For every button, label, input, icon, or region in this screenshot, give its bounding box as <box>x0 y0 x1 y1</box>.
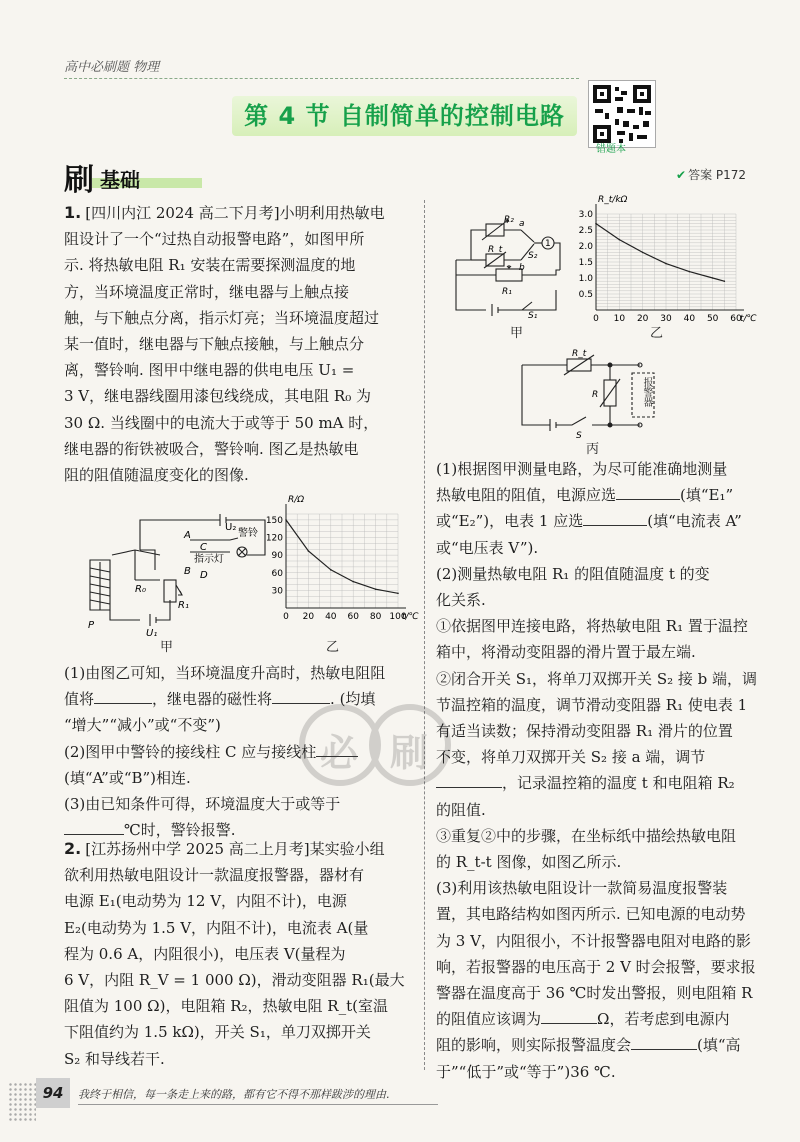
q2-chart <box>566 195 766 328</box>
qr-code-icon[interactable] <box>588 80 656 148</box>
label-s: S <box>576 431 582 441</box>
x-tick-label: 0 <box>283 612 289 622</box>
x-tick-label: 0 <box>593 314 599 324</box>
alarm-label: 报警器 <box>641 377 652 407</box>
label-u2: U₂ <box>225 522 237 533</box>
q2-r3-line: (3)利用该热敏电阻设计一款简易温度报警装 <box>436 879 728 898</box>
q2-r3-line: 于”“低于”或“等于”)36 ℃. <box>436 1062 616 1081</box>
q2-r1-text: 或“E₂”)，电表 1 应选 <box>436 512 584 531</box>
y-tick-label: 1.0 <box>578 274 593 284</box>
q2-r2-line: 有适当读数；保持滑动变阻器 R₁ 滑片的位置 <box>436 722 733 741</box>
x-tick-label: 10 <box>613 314 626 324</box>
data-point <box>352 581 354 583</box>
q1-number: 1. <box>64 203 82 222</box>
q1-s3-text: ℃时，警铃报警. <box>124 821 236 840</box>
x-tick-label: 40 <box>683 314 696 324</box>
q2-r2-text: ，记录温控箱的温度 t 和电阻箱 R₂ <box>502 774 735 793</box>
answer-blank[interactable] <box>436 773 502 788</box>
x-tick-label: 80 <box>369 612 382 622</box>
data-point <box>712 277 714 279</box>
q1-fig-b-label: 乙 <box>326 640 340 655</box>
data-point <box>665 263 667 265</box>
x-tick-label: 40 <box>325 612 337 622</box>
answer-blank[interactable] <box>541 1009 597 1024</box>
q2-r3-text: 阻的影响，则实际报警温度会 <box>436 1036 632 1055</box>
x-axis-label: t/℃ <box>740 314 757 324</box>
data-point <box>308 550 310 552</box>
label-b: b <box>519 263 525 273</box>
q2-r3-text: 的阻值应该调为 <box>436 1010 542 1029</box>
answer-ref-text: 答案 P172 <box>688 168 747 182</box>
q2-r1-line: 或“电压表 V”). <box>436 538 539 557</box>
answer-blank[interactable] <box>272 689 330 704</box>
q2-r2-line: 箱中，将滑动变阻器的滑片置于最左端. <box>436 643 696 662</box>
q2-line: 下阻值约为 1.5 kΩ)，开关 S₁，单刀双掷开关 <box>64 1023 371 1042</box>
q2-circuit-a <box>446 210 566 320</box>
q2-line <box>64 836 410 862</box>
data-point <box>595 223 597 225</box>
q2-fig-c-label: 丙 <box>586 442 600 457</box>
label-s2: S₂ <box>528 251 538 261</box>
x-tick-label: 60 <box>730 314 742 324</box>
answer-blank[interactable] <box>583 511 647 526</box>
label-meter: 1 <box>545 239 551 249</box>
y-tick-label: 30 <box>271 586 283 597</box>
q2-r2-line: ①依据图甲连接电路，将热敏电阻 R₁ 置于温控 <box>436 617 748 636</box>
data-point <box>724 280 726 282</box>
q1-fig-a-label: 甲 <box>160 640 174 655</box>
label-s1: S₁ <box>528 311 538 321</box>
y-tick-label: 2.5 <box>578 226 593 236</box>
q1-line <box>64 200 410 226</box>
label-lamp: 指示灯 <box>194 554 224 565</box>
q1-s2-text: (2)图甲中警铃的接线柱 C 应与接线柱 <box>64 742 317 761</box>
q2-r1-line: (1)根据图甲测量电路，为尽可能准确地测量 <box>436 460 728 478</box>
wrong-book-label[interactable]: 错题本 <box>596 144 626 155</box>
y-tick-label: 150 <box>265 515 283 526</box>
label-r1: R₁ <box>502 287 512 297</box>
page-dots-decoration <box>8 1082 36 1122</box>
q2-r1-line <box>436 508 770 534</box>
x-tick-label: 20 <box>636 314 649 324</box>
section-mark: 刷 <box>64 163 94 198</box>
q2-line: 阻值为 100 Ω)，电阻箱 R₂，热敏电阻 R_t(室温 <box>64 997 388 1016</box>
x-tick-label: 20 <box>302 612 315 622</box>
y-tick-label: 2.0 <box>578 242 593 252</box>
q2-line: 6 V，内阻 R_V = 1 000 Ω)，滑动变阻器 R₁(最大 <box>64 971 405 990</box>
q2-r2-line: 节温控箱的温度，调节滑动变阻器 R₁ 使电表 1 <box>436 695 748 714</box>
y-tick-label: 1.5 <box>578 258 593 268</box>
header-divider <box>64 78 579 79</box>
check-icon: ✔ <box>676 168 687 182</box>
label-p: P <box>88 620 95 631</box>
q2-r2-line: ②闭合开关 S₁，将单刀双掷开关 S₂ 接 b 端，调 <box>436 669 758 688</box>
x-tick-label: 100 <box>389 612 407 622</box>
q2-r3-line: 置，其电路结构如图丙所示. 已知电源的电动势 <box>436 905 746 924</box>
data-point <box>375 588 377 590</box>
left-column <box>64 200 410 488</box>
label-a: A <box>184 530 191 541</box>
q1-s2-line: (填“A”或“B”)相连. <box>64 768 191 787</box>
q2-r1-text: 热敏电阻的阻值，电源应选 <box>436 486 617 505</box>
q2-line: E₂(电动势为 1.5 V，内阻不计)，电流表 A(量 <box>64 918 369 937</box>
q2-r1-text: (填“E₁” <box>680 486 734 505</box>
q1-line: 某一值时，继电器与下触点接触，与上触点分 <box>64 335 365 354</box>
q1-s1-line: “增大”“减小”或“不变”) <box>64 716 221 735</box>
label-rt: R_t <box>572 349 587 359</box>
q2-r1-text: (填“电流表 A” <box>647 512 742 531</box>
data-point <box>285 519 287 521</box>
q2-r3-line: 为 3 V，内阻很小，不计报警器电阻对电路的影 <box>436 931 751 950</box>
q2-circuit-c <box>512 345 672 440</box>
q1-s1-line <box>64 686 410 712</box>
label-bell: 警铃 <box>238 528 258 539</box>
q2-r2-line <box>436 770 770 796</box>
label-c: C <box>200 542 207 553</box>
q2-line: 程为 0.6 A，内阻很小)，电压表 V(量程为 <box>64 944 346 963</box>
q2-line: 电源 E₁(电动势为 12 V，内阻不计)，电源 <box>64 892 347 911</box>
y-tick-label: 120 <box>265 533 283 544</box>
q1-line: 3 V，继电器线圈用漆包线绕成，其电阻 R₀ 为 <box>64 387 371 406</box>
page-number: 94 <box>36 1078 70 1108</box>
q2-r3-line: 警器在温度高于 36 ℃时发出警报，则电阻箱 R <box>436 984 753 1003</box>
q2-r3-text: (填“高 <box>697 1036 741 1055</box>
answer-blank[interactable] <box>616 485 680 500</box>
answer-blank[interactable] <box>631 1035 697 1050</box>
column-divider <box>424 200 425 1070</box>
data-point <box>330 569 332 571</box>
label-r2: R₂ <box>504 215 514 225</box>
q1-circuit-figure <box>80 510 280 640</box>
label-a: a <box>519 219 525 229</box>
label-b: B <box>184 566 191 577</box>
q2-r2-line: 化关系. <box>436 591 486 610</box>
x-tick-label: 50 <box>706 314 719 324</box>
q1-chart <box>262 495 419 626</box>
q2-number: 2. <box>64 839 82 858</box>
y-axis-label: R_t/kΩ <box>598 195 628 205</box>
q2-r3-line <box>436 1006 770 1032</box>
watermark-char-1: 必 <box>320 731 359 775</box>
label-u1: U₁ <box>146 628 158 639</box>
section-label: 基础 <box>100 168 140 192</box>
data-point <box>642 252 644 254</box>
q1-line: 触，与下触点分离，指示灯亮；当环境温度超过 <box>64 308 380 327</box>
label-r1: R₁ <box>178 600 189 611</box>
q1-s1-line: (1)由图乙可知，当环境温度升高时，热敏电阻阻 <box>64 664 386 682</box>
q1-s1-text: . (均填 <box>330 690 376 709</box>
q2-fig-a-label: 甲 <box>510 326 524 341</box>
q2-line: 欲利用热敏电阻设计一款温度报警器，器材有 <box>64 866 365 885</box>
right-column <box>436 456 770 1085</box>
q2-r2-line: (2)测量热敏电阻 R₁ 的阻值随温度 t 的变 <box>436 564 710 583</box>
q1-s1-text: ，继电器的磁性将 <box>152 690 273 709</box>
q1-line: 阻的阻值随温度变化的图像. <box>64 466 249 485</box>
q1-s2-line <box>64 739 410 765</box>
q1-line: 离，警铃响. 图甲中继电器的供电电压 U₁ = <box>64 361 355 380</box>
y-tick-label: 60 <box>271 568 283 579</box>
q2-r2-line: 不变，将单刀双掷开关 S₂ 接 a 端，调节 <box>436 748 706 767</box>
q1-s3-line: (3)由已知条件可得，环境温度大于或等于 <box>64 795 341 814</box>
footer-motto: 我终于相信，每一条走上来的路，都有它不得不那样跋涉的理由. <box>78 1088 390 1101</box>
q2-r3-line <box>436 1032 770 1058</box>
q1-s1-text: 值将 <box>64 690 95 709</box>
book-header: 高中必刷题 物理 <box>64 60 160 75</box>
q2-text: [江苏扬州中学 2025 高二上月考]某实验小组 <box>85 840 385 858</box>
q2-r3-line: 响，若报警器的电压高于 2 V 时会报警，要求报 <box>436 957 756 976</box>
q1-line: 示. 将热敏电阻 R₁ 安装在需要探测温度的地 <box>64 256 356 275</box>
section-title: 第 4 节 自制简单的控制电路 <box>232 96 577 136</box>
q2-fig-b-label: 乙 <box>650 326 664 341</box>
q2-r2-line: 的阻值. <box>436 800 486 819</box>
x-tick-label: 60 <box>347 612 359 622</box>
footer-rule <box>78 1104 438 1105</box>
q2-line: S₂ 和导线若干. <box>64 1049 165 1068</box>
q1-subquestions <box>64 660 410 843</box>
answer-blank[interactable] <box>94 689 152 704</box>
label-r: R <box>592 390 599 400</box>
q1-line: 阻设计了一个“过热自动报警电路”，如图甲所 <box>64 230 365 249</box>
watermark-char-2: 刷 <box>390 731 429 775</box>
q1-line: 继电器的衔铁被吸合，警铃响. 图乙是热敏电 <box>64 439 359 458</box>
answer-ref <box>676 166 746 183</box>
label-d: D <box>200 570 208 581</box>
label-rt: R_t <box>488 245 503 255</box>
y-tick-label: 90 <box>271 551 283 562</box>
q2-r1-line <box>436 482 770 508</box>
q2-r3-text: Ω，若考虑到电源内 <box>597 1010 730 1029</box>
q2-r2-line: ③重复②中的步骤，在坐标纸中描绘热敏电阻 <box>436 826 737 845</box>
answer-blank[interactable] <box>64 820 124 835</box>
q1-line: 30 Ω. 当线圈中的电流大于或等于 50 mA 时， <box>64 413 379 432</box>
q2-r2-line: 的 R_t-t 图像，如图乙所示. <box>436 853 622 872</box>
y-tick-label: 3.0 <box>578 210 593 220</box>
data-point <box>397 593 399 595</box>
data-point <box>619 239 621 241</box>
data-point <box>689 271 691 273</box>
answer-blank[interactable] <box>316 742 358 757</box>
x-tick-label: 30 <box>660 314 672 324</box>
y-axis-label: R/Ω <box>288 495 305 505</box>
y-tick-label: 0.5 <box>578 290 593 300</box>
label-r0: R₀ <box>135 584 146 595</box>
section-badge <box>64 158 204 198</box>
q2-intro <box>64 836 410 1072</box>
q1-line: 方，当环境温度正常时，继电器与上触点接 <box>64 282 350 301</box>
q1-text: [四川内江 2024 高二下月考]小明利用热敏电 <box>85 204 385 222</box>
x-axis-label: t/℃ <box>402 612 419 622</box>
